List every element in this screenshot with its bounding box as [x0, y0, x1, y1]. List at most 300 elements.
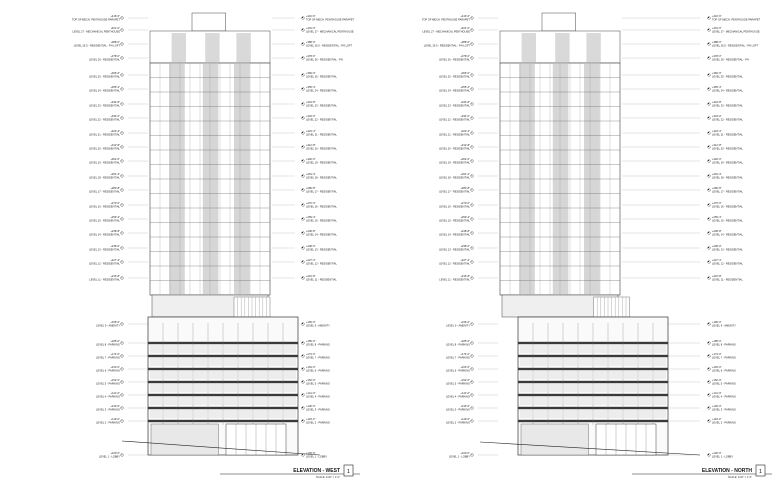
level-label: LEVEL 4 - PARKING	[306, 395, 330, 399]
level-label: LEVEL 25 - RESIDENTIAL	[712, 75, 743, 79]
level-marker-fill	[302, 368, 303, 369]
elevation-north-drawing	[422, 13, 772, 479]
level-label: LEVEL 14 - RESIDENTIAL	[439, 233, 470, 237]
level-elevation: +196'-0"	[712, 320, 722, 324]
level-label: LEVEL 1 - LOBBY	[712, 455, 734, 459]
level-label: TOP OF MECH. PENTHOUSE PARAPET	[712, 18, 761, 22]
level-marker-fill	[708, 204, 709, 205]
level-label: LEVEL 12 - RESIDENTIAL	[89, 262, 120, 266]
level-elevation: +259'-4"	[306, 215, 316, 219]
level-elevation: +227'-4"	[110, 258, 120, 262]
level-label: LEVEL 12 - RESIDENTIAL	[306, 262, 337, 266]
level-marker-fill	[302, 355, 303, 356]
level-label: LEVEL 14 - RESIDENTIAL	[306, 233, 337, 237]
level-label: LEVEL 4 - PARKING	[96, 395, 120, 399]
level-marker-fill	[708, 160, 709, 161]
level-label: LEVEL 25 - RESIDENTIAL	[439, 75, 470, 79]
level-label: LEVEL 27 - MECHANICAL PENTHOUSE	[306, 30, 354, 34]
penthouse-crown	[192, 13, 226, 31]
level-label: LEVEL 18 - RESIDENTIAL	[712, 176, 743, 180]
level-marker-fill	[708, 146, 709, 147]
level-label: LEVEL 3 - PARKING	[446, 408, 470, 412]
parking-screen	[150, 397, 296, 405]
level-label: LEVEL 17 - RESIDENTIAL	[306, 190, 337, 194]
level-elevation: +378'-0"	[460, 54, 470, 58]
level-label: LEVEL 24 - RESIDENTIAL	[439, 89, 470, 93]
level-label: LEVEL 26 - RESIDENTIAL	[89, 58, 120, 62]
level-label: LEVEL 25 - RESIDENTIAL	[306, 75, 337, 79]
level-label: LEVEL 8 - PARKING	[712, 343, 736, 347]
level-label: LEVEL 18 - RESIDENTIAL	[439, 176, 470, 180]
level-label: LEVEL 17 - RESIDENTIAL	[89, 190, 120, 194]
level-elevation: +196'-0"	[110, 320, 120, 324]
level-label: LEVEL 9 - AMENITY	[306, 324, 330, 328]
level-elevation: +238'-0"	[460, 244, 470, 248]
level-elevation: +100'-0"	[460, 451, 470, 455]
parking-screen	[150, 410, 296, 418]
parking-screen	[520, 384, 666, 392]
level-label: LEVEL 27 - MECHANICAL PENTHOUSE	[712, 30, 760, 34]
level-elevation: +130'-0"	[110, 404, 120, 408]
level-marker-fill	[302, 175, 303, 176]
level-marker-fill	[302, 160, 303, 161]
parking-screen	[520, 397, 666, 405]
level-label: LEVEL 15 - RESIDENTIAL	[306, 219, 337, 223]
level-marker-fill	[708, 368, 709, 369]
mechanical-panel	[586, 33, 600, 62]
level-label: LEVEL 27 - MECHANICAL PENTHOUSE	[422, 30, 470, 34]
level-elevation: +100'-0"	[306, 451, 316, 455]
level-label: LEVEL 21 - RESIDENTIAL	[89, 133, 120, 137]
level-label: LEVEL 5 - PARKING	[306, 382, 330, 386]
level-elevation: +366'-0"	[460, 71, 470, 75]
level-marker-fill	[708, 43, 709, 44]
level-label: LEVEL 2 - PARKING	[446, 421, 470, 425]
level-elevation: +185'-0"	[460, 339, 470, 343]
level-label: LEVEL 23 - RESIDENTIAL	[712, 104, 743, 108]
level-elevation: +248'-8"	[712, 229, 722, 233]
level-label: LEVEL 3 - PARKING	[712, 408, 736, 412]
level-elevation: +344'-8"	[110, 100, 120, 104]
level-elevation: +312'-8"	[306, 143, 316, 147]
level-marker-fill	[708, 420, 709, 421]
level-label: LEVEL 6 - PARKING	[712, 369, 736, 373]
mechanical-panel	[522, 33, 536, 62]
level-label: LEVEL 9 - AMENITY	[712, 324, 736, 328]
level-elevation: +174'-0"	[712, 352, 722, 356]
level-label: LEVEL 2 - PARKING	[96, 421, 120, 425]
level-marker-fill	[302, 29, 303, 30]
level-elevation: +270'-0"	[110, 201, 120, 205]
level-label: LEVEL 8 - PARKING	[96, 343, 120, 347]
level-label: LEVEL 8 - PARKING	[446, 343, 470, 347]
level-marker-fill	[708, 218, 709, 219]
level-elevation: +355'-4"	[110, 85, 120, 89]
level-elevation: +238'-0"	[110, 244, 120, 248]
level-label: LEVEL 6 - PARKING	[96, 369, 120, 373]
level-marker-fill	[302, 420, 303, 421]
level-elevation: +259'-4"	[712, 215, 722, 219]
level-marker-fill	[708, 57, 709, 58]
level-elevation: +152'-0"	[110, 378, 120, 382]
level-elevation: +248'-8"	[110, 229, 120, 233]
level-label: LEVEL 6 - PARKING	[446, 369, 470, 373]
level-elevation: +323'-4"	[306, 129, 316, 133]
level-elevation: +280'-8"	[110, 186, 120, 190]
level-label: LEVEL 26.5 - RESIDENTIAL - PH LOFT	[712, 44, 759, 48]
level-elevation: +378'-0"	[712, 54, 722, 58]
level-label: LEVEL 7 - PARKING	[96, 356, 120, 360]
level-marker-fill	[708, 394, 709, 395]
level-elevation: +302'-0"	[712, 157, 722, 161]
level-elevation: +280'-8"	[306, 186, 316, 190]
mechanical-panel	[205, 33, 219, 62]
level-marker-fill	[302, 232, 303, 233]
level-marker-fill	[302, 247, 303, 248]
level-label: LEVEL 26.5 - RESIDENTIAL - PH LOFT	[73, 44, 120, 48]
level-elevation: +259'-4"	[110, 215, 120, 219]
level-label: LEVEL 19 - RESIDENTIAL	[306, 161, 337, 165]
level-marker-fill	[708, 323, 709, 324]
level-label: LEVEL 22 - RESIDENTIAL	[306, 118, 337, 122]
level-label: LEVEL 21 - RESIDENTIAL	[712, 133, 743, 137]
level-label: LEVEL 16 - RESIDENTIAL	[712, 205, 743, 209]
level-label: LEVEL 26.5 - RESIDENTIAL - PH LOFT	[423, 44, 470, 48]
level-elevation: +100'-0"	[110, 451, 120, 455]
level-marker-fill	[302, 277, 303, 278]
level-label: LEVEL 26.5 - RESIDENTIAL - PH LOFT	[306, 44, 353, 48]
lobby-base	[151, 424, 219, 455]
level-label: LEVEL 23 - RESIDENTIAL	[89, 104, 120, 108]
level-marker-fill	[708, 407, 709, 408]
level-elevation: +238'-0"	[712, 244, 722, 248]
level-label: LEVEL 9 - AMENITY	[96, 324, 120, 328]
penthouse-crown	[542, 13, 576, 31]
level-elevation: +323'-4"	[110, 129, 120, 133]
level-elevation: +355'-4"	[460, 85, 470, 89]
level-elevation: +270'-0"	[306, 201, 316, 205]
level-marker-fill	[302, 394, 303, 395]
level-elevation: +119'-0"	[712, 417, 722, 421]
level-elevation: +100'-0"	[712, 451, 722, 455]
level-elevation: +401'-0"	[110, 26, 120, 30]
level-label: TOP OF MECH. PENTHOUSE PARAPET	[306, 18, 355, 22]
level-label: LEVEL 7 - PARKING	[712, 356, 736, 360]
level-elevation: +141'-0"	[306, 391, 316, 395]
parking-screen	[520, 358, 666, 366]
level-elevation: +312'-8"	[110, 143, 120, 147]
level-elevation: +152'-0"	[306, 378, 316, 382]
level-label: LEVEL 17 - RESIDENTIAL	[439, 190, 470, 194]
level-elevation: +334'-0"	[712, 114, 722, 118]
level-label: LEVEL 5 - PARKING	[446, 382, 470, 386]
level-elevation: +378'-0"	[306, 54, 316, 58]
level-elevation: +174'-0"	[110, 352, 120, 356]
level-label: LEVEL 24 - RESIDENTIAL	[306, 89, 337, 93]
level-label: LEVEL 13 - RESIDENTIAL	[306, 248, 337, 252]
level-label: LEVEL 6 - PARKING	[306, 369, 330, 373]
level-elevation: +130'-0"	[306, 404, 316, 408]
level-label: LEVEL 19 - RESIDENTIAL	[89, 161, 120, 165]
level-elevation: +280'-8"	[712, 186, 722, 190]
level-label: LEVEL 16 - RESIDENTIAL	[306, 205, 337, 209]
level-elevation: +366'-0"	[712, 71, 722, 75]
level-label: LEVEL 26 - RESIDENTIAL - PH	[712, 58, 749, 62]
level-label: LEVEL 26 - RESIDENTIAL - PH	[306, 58, 343, 62]
level-elevation: +248'-8"	[460, 229, 470, 233]
level-elevation: +270'-0"	[712, 201, 722, 205]
parking-screen	[520, 371, 666, 379]
drawing-number: 1	[758, 469, 763, 475]
level-label: LEVEL 20 - RESIDENTIAL	[439, 147, 470, 151]
level-marker-fill	[708, 189, 709, 190]
level-label: LEVEL 22 - RESIDENTIAL	[89, 118, 120, 122]
level-label: LEVEL 11 - RESIDENTIAL	[89, 278, 120, 282]
level-marker-fill	[708, 381, 709, 382]
level-label: LEVEL 11 - RESIDENTIAL	[712, 278, 743, 282]
level-elevation: +185'-0"	[712, 339, 722, 343]
level-label: LEVEL 19 - RESIDENTIAL	[439, 161, 470, 165]
level-label: LEVEL 18 - RESIDENTIAL	[89, 176, 120, 180]
level-elevation: +119'-0"	[110, 417, 120, 421]
parking-screen	[150, 358, 296, 366]
level-label: LEVEL 1 - LOBBY	[306, 455, 328, 459]
level-elevation: +312'-8"	[460, 143, 470, 147]
level-elevation: +216'-8"	[712, 274, 722, 278]
level-label: LEVEL 11 - RESIDENTIAL	[306, 278, 337, 282]
level-elevation: +355'-4"	[306, 85, 316, 89]
level-elevation: +355'-4"	[712, 85, 722, 89]
level-elevation: +196'-0"	[460, 320, 470, 324]
level-label: LEVEL 20 - RESIDENTIAL	[89, 147, 120, 151]
level-elevation: +366'-0"	[110, 71, 120, 75]
level-elevation: +248'-8"	[306, 229, 316, 233]
drawing-title: ELEVATION - WEST	[293, 468, 340, 474]
level-marker-fill	[708, 132, 709, 133]
parking-screen	[520, 345, 666, 353]
level-elevation: +323'-4"	[712, 129, 722, 133]
level-label: LEVEL 1 - LOBBY	[98, 455, 120, 459]
level-elevation: +270'-0"	[460, 201, 470, 205]
level-label: LEVEL 1 - LOBBY	[448, 455, 470, 459]
level-marker-fill	[708, 232, 709, 233]
level-label: LEVEL 17 - RESIDENTIAL	[712, 190, 743, 194]
level-marker-fill	[708, 277, 709, 278]
level-elevation: +416'-6"	[460, 14, 470, 18]
level-label: LEVEL 15 - RESIDENTIAL	[439, 219, 470, 223]
level-marker-fill	[302, 323, 303, 324]
level-label: LEVEL 14 - RESIDENTIAL	[712, 233, 743, 237]
level-label: LEVEL 23 - RESIDENTIAL	[439, 104, 470, 108]
drawing-scale: SCALE: 1/32" = 1'-0"	[315, 476, 340, 479]
level-elevation: +130'-0"	[460, 404, 470, 408]
level-elevation: +227'-4"	[712, 258, 722, 262]
level-elevation: +163'-0"	[460, 365, 470, 369]
level-elevation: +401'-0"	[306, 26, 316, 30]
level-marker-fill	[708, 17, 709, 18]
level-label: LEVEL 16 - RESIDENTIAL	[439, 205, 470, 209]
level-marker-fill	[708, 355, 709, 356]
level-label: LEVEL 3 - PARKING	[306, 408, 330, 412]
level-label: LEVEL 12 - RESIDENTIAL	[439, 262, 470, 266]
level-label: LEVEL 16 - RESIDENTIAL	[89, 205, 120, 209]
drawing-scale: SCALE: 1/32" = 1'-0"	[727, 476, 752, 479]
level-elevation: +344'-8"	[712, 100, 722, 104]
level-label: LEVEL 12 - RESIDENTIAL	[712, 262, 743, 266]
level-marker-fill	[302, 57, 303, 58]
level-elevation: +196'-0"	[306, 320, 316, 324]
elevation-west-drawing	[72, 13, 360, 479]
level-elevation: +416'-6"	[306, 14, 316, 18]
level-elevation: +344'-8"	[306, 100, 316, 104]
level-label: LEVEL 13 - RESIDENTIAL	[89, 248, 120, 252]
level-marker-fill	[708, 247, 709, 248]
level-elevation: +163'-0"	[110, 365, 120, 369]
level-elevation: +334'-0"	[306, 114, 316, 118]
level-elevation: +152'-0"	[460, 378, 470, 382]
level-label: LEVEL 23 - RESIDENTIAL	[306, 104, 337, 108]
level-elevation: +388'-0"	[712, 40, 722, 44]
level-marker-fill	[302, 17, 303, 18]
level-elevation: +163'-0"	[306, 365, 316, 369]
level-label: LEVEL 2 - PARKING	[712, 421, 736, 425]
level-label: LEVEL 15 - RESIDENTIAL	[89, 219, 120, 223]
level-label: LEVEL 9 - AMENITY	[446, 324, 470, 328]
level-marker-fill	[708, 29, 709, 30]
level-marker-fill	[708, 342, 709, 343]
level-marker-fill	[302, 342, 303, 343]
level-marker-fill	[708, 103, 709, 104]
drawing-number: 1	[346, 469, 351, 475]
level-elevation: +141'-0"	[712, 391, 722, 395]
level-label: LEVEL 15 - RESIDENTIAL	[712, 219, 743, 223]
parking-screen	[150, 384, 296, 392]
level-elevation: +185'-0"	[110, 339, 120, 343]
level-elevation: +334'-0"	[460, 114, 470, 118]
level-marker-fill	[708, 88, 709, 89]
level-label: LEVEL 4 - PARKING	[446, 395, 470, 399]
level-elevation: +378'-0"	[110, 54, 120, 58]
level-label: LEVEL 7 - PARKING	[446, 356, 470, 360]
level-elevation: +238'-0"	[306, 244, 316, 248]
level-label: LEVEL 13 - RESIDENTIAL	[439, 248, 470, 252]
level-elevation: +185'-0"	[306, 339, 316, 343]
level-elevation: +174'-0"	[306, 352, 316, 356]
level-elevation: +216'-8"	[460, 274, 470, 278]
level-marker-fill	[302, 407, 303, 408]
level-marker-fill	[302, 204, 303, 205]
level-label: LEVEL 27 - MECHANICAL PENTHOUSE	[72, 30, 120, 34]
level-elevation: +312'-8"	[712, 143, 722, 147]
level-elevation: +227'-4"	[306, 258, 316, 262]
level-marker-fill	[708, 261, 709, 262]
level-elevation: +388'-0"	[306, 40, 316, 44]
level-marker-fill	[302, 132, 303, 133]
level-label: LEVEL 11 - RESIDENTIAL	[439, 278, 470, 282]
level-elevation: +259'-4"	[460, 215, 470, 219]
level-label: LEVEL 20 - RESIDENTIAL	[306, 147, 337, 151]
level-label: LEVEL 24 - RESIDENTIAL	[89, 89, 120, 93]
level-label: LEVEL 8 - PARKING	[306, 343, 330, 347]
level-label: LEVEL 18 - RESIDENTIAL	[306, 176, 337, 180]
level-label: LEVEL 21 - RESIDENTIAL	[439, 133, 470, 137]
level-elevation: +366'-0"	[306, 71, 316, 75]
level-label: LEVEL 25 - RESIDENTIAL	[89, 75, 120, 79]
level-elevation: +388'-0"	[460, 40, 470, 44]
level-label: LEVEL 4 - PARKING	[712, 395, 736, 399]
level-elevation: +401'-0"	[460, 26, 470, 30]
mechanical-panel	[236, 33, 250, 62]
level-elevation: +291'-4"	[460, 172, 470, 176]
level-label: LEVEL 19 - RESIDENTIAL	[712, 161, 743, 165]
level-marker-fill	[302, 381, 303, 382]
level-label: LEVEL 13 - RESIDENTIAL	[712, 248, 743, 252]
level-elevation: +401'-0"	[712, 26, 722, 30]
level-elevation: +344'-8"	[460, 100, 470, 104]
parking-screen	[150, 371, 296, 379]
level-elevation: +291'-4"	[306, 172, 316, 176]
level-elevation: +141'-0"	[110, 391, 120, 395]
level-marker-fill	[708, 74, 709, 75]
level-marker-fill	[302, 117, 303, 118]
level-marker-fill	[708, 175, 709, 176]
level-elevation: +163'-0"	[712, 365, 722, 369]
level-label: LEVEL 3 - PARKING	[96, 408, 120, 412]
level-label: LEVEL 26 - RESIDENTIAL	[439, 58, 470, 62]
level-elevation: +416'-6"	[712, 14, 722, 18]
level-marker-fill	[302, 88, 303, 89]
parking-screen	[520, 410, 666, 418]
level-elevation: +119'-0"	[306, 417, 316, 421]
level-elevation: +334'-0"	[110, 114, 120, 118]
lobby-base	[521, 424, 589, 455]
level-label: LEVEL 24 - RESIDENTIAL	[712, 89, 743, 93]
level-marker-fill	[708, 117, 709, 118]
level-marker-fill	[302, 103, 303, 104]
level-marker-fill	[302, 218, 303, 219]
level-elevation: +302'-0"	[460, 157, 470, 161]
level-elevation: +174'-0"	[460, 352, 470, 356]
level-marker-fill	[302, 43, 303, 44]
level-elevation: +323'-4"	[460, 129, 470, 133]
level-label: LEVEL 5 - PARKING	[96, 382, 120, 386]
level-elevation: +119'-0"	[460, 417, 470, 421]
level-label: LEVEL 14 - RESIDENTIAL	[89, 233, 120, 237]
level-elevation: +130'-0"	[712, 404, 722, 408]
level-label: TOP OF MECH. PENTHOUSE PARAPET	[71, 18, 120, 22]
level-label: LEVEL 21 - RESIDENTIAL	[306, 133, 337, 137]
mechanical-panel	[555, 33, 569, 62]
level-marker-fill	[302, 146, 303, 147]
level-elevation: +416'-6"	[110, 14, 120, 18]
level-elevation: +141'-0"	[460, 391, 470, 395]
level-elevation: +216'-8"	[306, 274, 316, 278]
parking-screen	[150, 345, 296, 353]
level-elevation: +227'-4"	[460, 258, 470, 262]
level-elevation: +152'-0"	[712, 378, 722, 382]
drawing-title: ELEVATION - NORTH	[701, 468, 752, 474]
level-elevation: +291'-4"	[712, 172, 722, 176]
level-label: LEVEL 20 - RESIDENTIAL	[712, 147, 743, 151]
level-elevation: +302'-0"	[110, 157, 120, 161]
level-marker-fill	[302, 74, 303, 75]
level-marker-fill	[302, 189, 303, 190]
level-label: LEVEL 5 - PARKING	[712, 382, 736, 386]
level-elevation: +216'-8"	[110, 274, 120, 278]
level-label: LEVEL 22 - RESIDENTIAL	[712, 118, 743, 122]
level-elevation: +388'-0"	[110, 40, 120, 44]
mechanical-panel	[172, 33, 186, 62]
